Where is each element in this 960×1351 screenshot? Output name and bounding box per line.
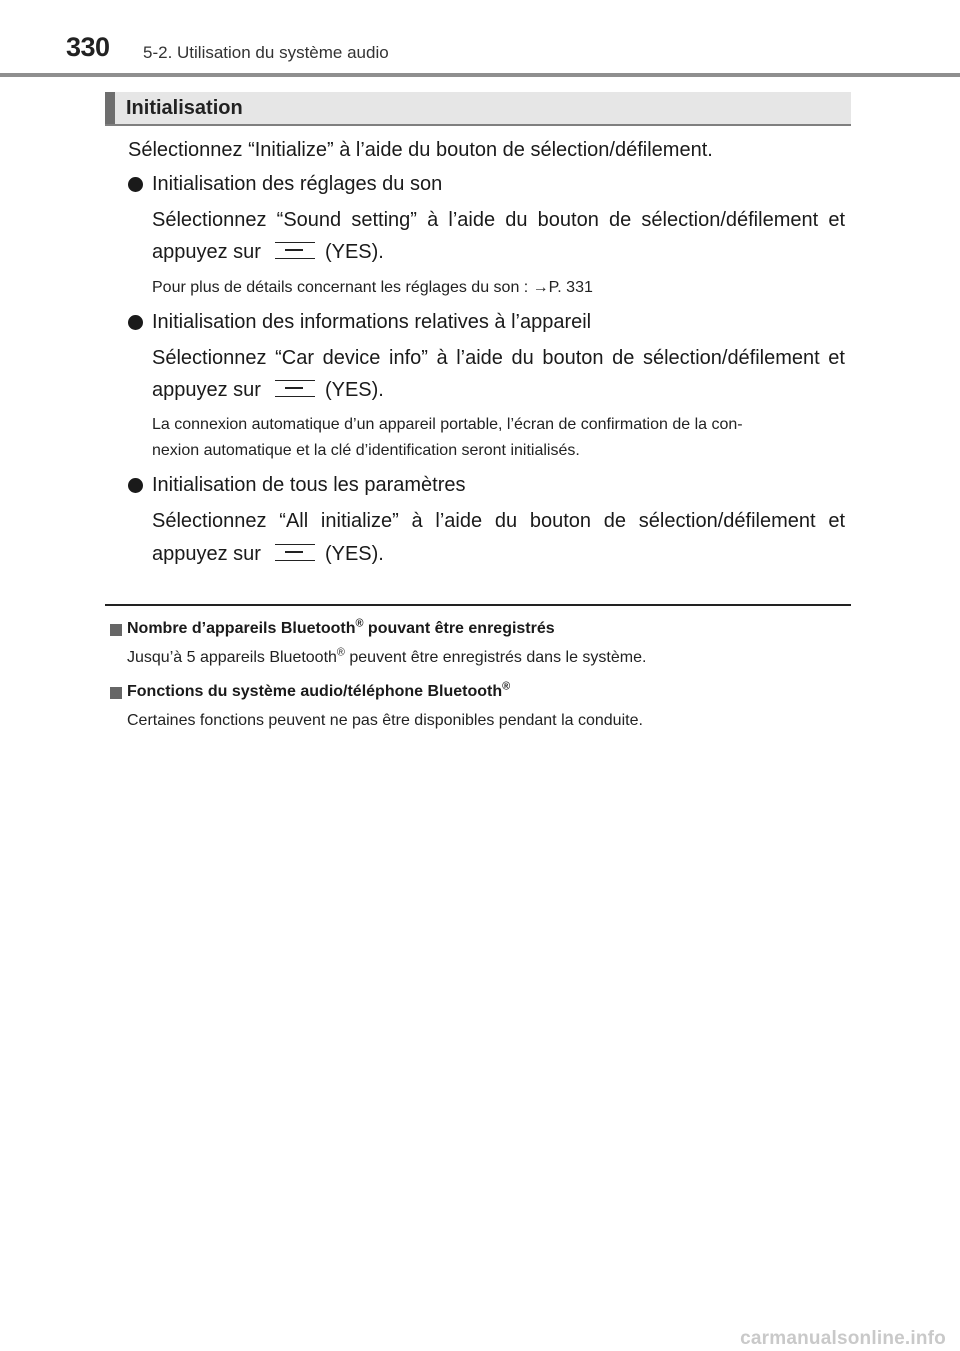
registered-mark: ®: [502, 680, 511, 693]
section-divider: [105, 604, 851, 606]
watermark: carmanualsonline.info: [740, 1328, 946, 1349]
menu-button-icon: [275, 544, 315, 561]
bullet-instruction: Sélectionnez “All initialize” à l’aide du bouton de sélection/défilement et: [152, 510, 845, 532]
note-title: [127, 617, 555, 638]
instruction-text: appuyez sur: [152, 543, 261, 565]
bullet-dot-icon: [128, 315, 143, 330]
bullet-title: Initialisation de tous les paramètres: [152, 474, 466, 496]
note-square-icon: [110, 624, 122, 636]
bullet-dot-icon: [128, 177, 143, 192]
bullet-title: Initialisation des informations relatives à l’appareil: [152, 311, 592, 333]
note-title-text: Nombre d’appareils Bluetooth: [127, 620, 356, 637]
bullet-note: La connexion automatique d’un appareil portable, l’écran de confirmation de la con-: [152, 416, 743, 433]
registered-mark: ®: [355, 617, 364, 630]
page-header: [0, 0, 960, 80]
note-body: Certaines fonctions peuvent ne pas être disponibles pendant la conduite.: [127, 712, 643, 729]
section-reference: 5-2. Utilisation du système audio: [143, 43, 389, 62]
bullet-title: Initialisation des réglages du son: [152, 173, 443, 195]
section-title: Initialisation: [126, 97, 243, 119]
page-number: 330: [66, 32, 110, 62]
section-heading-bar: [105, 92, 851, 126]
note-body-text: Jusqu’à 5 appareils Bluetooth: [127, 649, 337, 666]
note-square-icon: [110, 687, 122, 699]
note-title: [127, 680, 511, 701]
section-intro: Sélectionnez “Initialize” à l’aide du bouton de sélection/défilement.: [128, 139, 713, 161]
bullet-instruction-cont: [152, 240, 384, 264]
instruction-text: (YES).: [324, 543, 384, 565]
bullet-note: nexion automatique et la clé d’identification seront initialisés.: [152, 442, 580, 459]
instruction-text: appuyez sur: [152, 379, 261, 401]
registered-mark: ®: [336, 646, 345, 659]
instruction-text: appuyez sur: [152, 241, 261, 263]
instruction-text: (YES).: [324, 241, 384, 263]
menu-button-icon: [275, 380, 315, 397]
section-bar-accent: [105, 92, 115, 124]
bullet-instruction-cont: [152, 378, 384, 402]
note-body-text: peuvent être enregistrés dans le système.: [344, 649, 647, 666]
bullet-dot-icon: [128, 478, 143, 493]
bullet-instruction: Sélectionnez “Sound setting” à l’aide du bouton de sélection/défilement et: [152, 209, 845, 231]
menu-button-icon: [275, 242, 315, 259]
bullet-note: Pour plus de détails concernant les réglages du son : →P. 331: [152, 279, 593, 296]
bullet-instruction-cont: [152, 542, 384, 566]
note-title-text: pouvant être enregistrés: [363, 620, 555, 637]
instruction-text: (YES).: [324, 379, 384, 401]
note-title-text: Fonctions du système audio/téléphone Bluetooth: [127, 683, 503, 700]
note-body: [127, 646, 647, 667]
header-rule: [0, 73, 960, 77]
bullet-instruction: Sélectionnez “Car device info” à l’aide du bouton de sélection/défilement et: [152, 347, 845, 369]
